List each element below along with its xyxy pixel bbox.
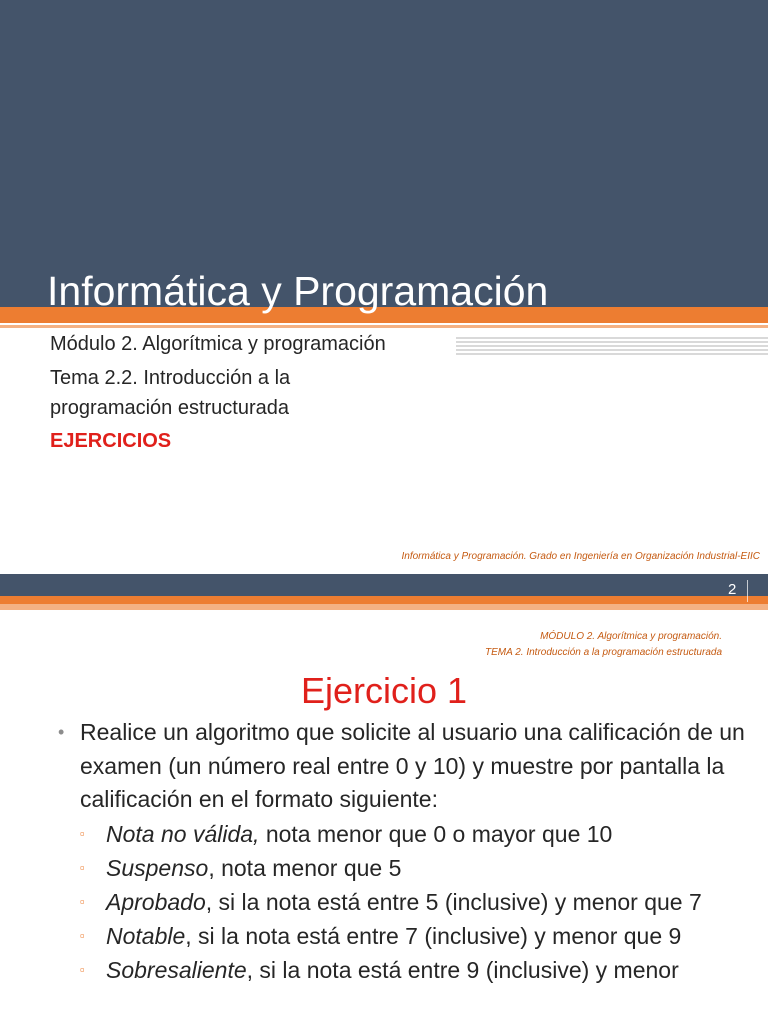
slide-title: Informática y Programación <box>47 268 549 314</box>
grade-term: Sobresaliente <box>106 956 247 983</box>
intro-bullet <box>58 716 748 817</box>
subtitle-topic-cont: programación estructurada <box>50 397 290 419</box>
page-number-separator <box>747 580 748 602</box>
grade-description: , si la nota está entre 7 (inclusive) y menor que 9 <box>185 922 682 949</box>
list-item <box>80 851 748 885</box>
decorative-stripe <box>456 349 768 351</box>
square-bullet-icon: ▫ <box>80 961 85 977</box>
grade-term: Nota no válida, <box>106 820 260 847</box>
grade-description: , nota menor que 5 <box>208 854 402 881</box>
list-item <box>80 817 748 851</box>
grade-list <box>58 817 748 987</box>
orange-accent-line <box>0 604 768 610</box>
slide-footer: Informática y Programación. Grado en Ingeniería en Organización Industrial-EIIC <box>401 551 760 562</box>
exercise-body <box>58 716 748 987</box>
subtitle-topic: Tema 2.2. Introducción a la <box>50 367 291 389</box>
grade-description: , si la nota está entre 5 (inclusive) y menor que 7 <box>205 888 702 915</box>
square-bullet-icon: ▫ <box>80 927 85 943</box>
module-header: MÓDULO 2. Algorítmica y programación. <box>540 631 722 642</box>
intro-text: Realice un algoritmo que solicite al usuario una calificación de un examen (un número real entre 0 y 10) y muestre por pantalla la calificación en el formato siguiente: <box>80 719 745 812</box>
list-item <box>80 953 748 987</box>
orange-accent-bar <box>0 596 768 604</box>
square-bullet-icon: ▫ <box>80 893 85 909</box>
decorative-stripe <box>456 337 768 339</box>
decorative-stripe <box>456 345 768 347</box>
grade-description: , si la nota está entre 9 (inclusive) y menor <box>246 956 679 983</box>
grade-term: Aprobado <box>106 888 206 915</box>
subtitle-module: Módulo 2. Algorítmica y programación <box>50 333 386 355</box>
decorative-stripe <box>456 341 768 343</box>
list-item <box>80 919 748 953</box>
grade-term: Suspenso <box>106 854 209 881</box>
exercises-tag: EJERCICIOS <box>50 430 172 452</box>
grade-term: Notable <box>106 922 186 949</box>
square-bullet-icon: ▫ <box>80 825 85 841</box>
topic-header: TEMA 2. Introducción a la programación estructurada <box>485 647 722 658</box>
grade-description: nota menor que 0 o mayor que 10 <box>259 820 613 847</box>
list-item <box>80 885 748 919</box>
decorative-stripe <box>456 353 768 355</box>
orange-accent-line <box>0 325 768 328</box>
page-number: 2 <box>728 581 737 598</box>
square-bullet-icon: ▫ <box>80 859 85 875</box>
bullet-dot-icon: • <box>58 722 65 742</box>
exercise-heading: Ejercicio 1 <box>300 670 468 711</box>
